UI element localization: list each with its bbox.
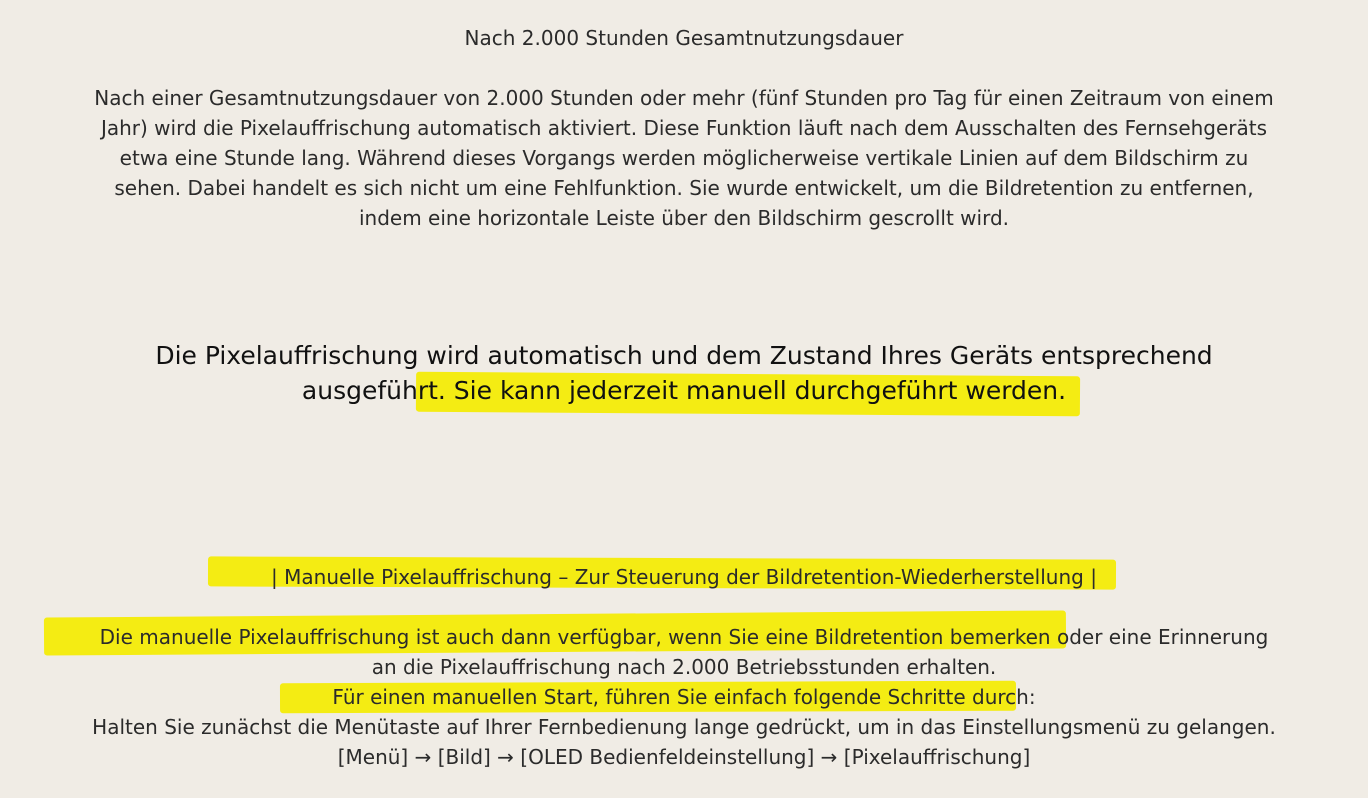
paragraph-automatic-refresh xyxy=(0,83,1368,233)
heading-text: | Manuelle Pixelauffrischung – Zur Steuerung der Bildretention-Wiederherstellung | xyxy=(271,565,1097,589)
emphasis-statement xyxy=(0,338,1368,408)
menu-path: [Menü] → [Bild] → [OLED Bedienfeldeinstellung] → [Pixelauffrischung] xyxy=(337,745,1031,769)
paragraph-line: Halten Sie zunächst die Menütaste auf Ihrer Fernbedienung lange gedrückt, um in das Einstellungsmenü zu gelangen. xyxy=(92,715,1276,739)
paragraph-line: indem eine horizontale Leiste über den Bildschirm gescrollt wird. xyxy=(358,206,1010,230)
paragraph-line: Für einen manuellen Start, führen Sie einfach folgende Schritte durch: xyxy=(332,685,1036,709)
emphasis-line: ausgeführt. Sie kann jederzeit manuell durchgeführt werden. xyxy=(301,376,1067,405)
paragraph-line: Jahr) wird die Pixelauffrischung automatisch aktiviert. Diese Funktion läuft nach dem Ausschalten des Fernsehgeräts xyxy=(100,116,1268,140)
heading-text: Nach 2.000 Stunden Gesamtnutzungsdauer xyxy=(464,26,904,50)
paragraph-manual-refresh xyxy=(0,622,1368,772)
paragraph-line: sehen. Dabei handelt es sich nicht um eine Fehlfunktion. Sie wurde entwickelt, um die Bildretention zu entfernen, xyxy=(114,176,1254,200)
paragraph-line: an die Pixelauffrischung nach 2.000 Betriebsstunden erhalten. xyxy=(371,655,997,679)
paragraph-line: Nach einer Gesamtnutzungsdauer von 2.000 Stunden oder mehr (fünf Stunden pro Tag für einen Zeitraum von einem xyxy=(94,86,1274,110)
paragraph-line: etwa eine Stunde lang. Während dieses Vorgangs werden möglicherweise vertikale Linien auf dem Bildschirm zu xyxy=(119,146,1249,170)
section-heading-manual-refresh xyxy=(0,562,1368,592)
paragraph-line: Die manuelle Pixelauffrischung ist auch dann verfügbar, wenn Sie eine Bildretention bemerken oder eine Erinnerung xyxy=(99,625,1269,649)
emphasis-line: Die Pixelauffrischung wird automatisch und dem Zustand Ihres Geräts entsprechend xyxy=(155,341,1213,370)
section-heading-2000-hours xyxy=(0,23,1368,53)
